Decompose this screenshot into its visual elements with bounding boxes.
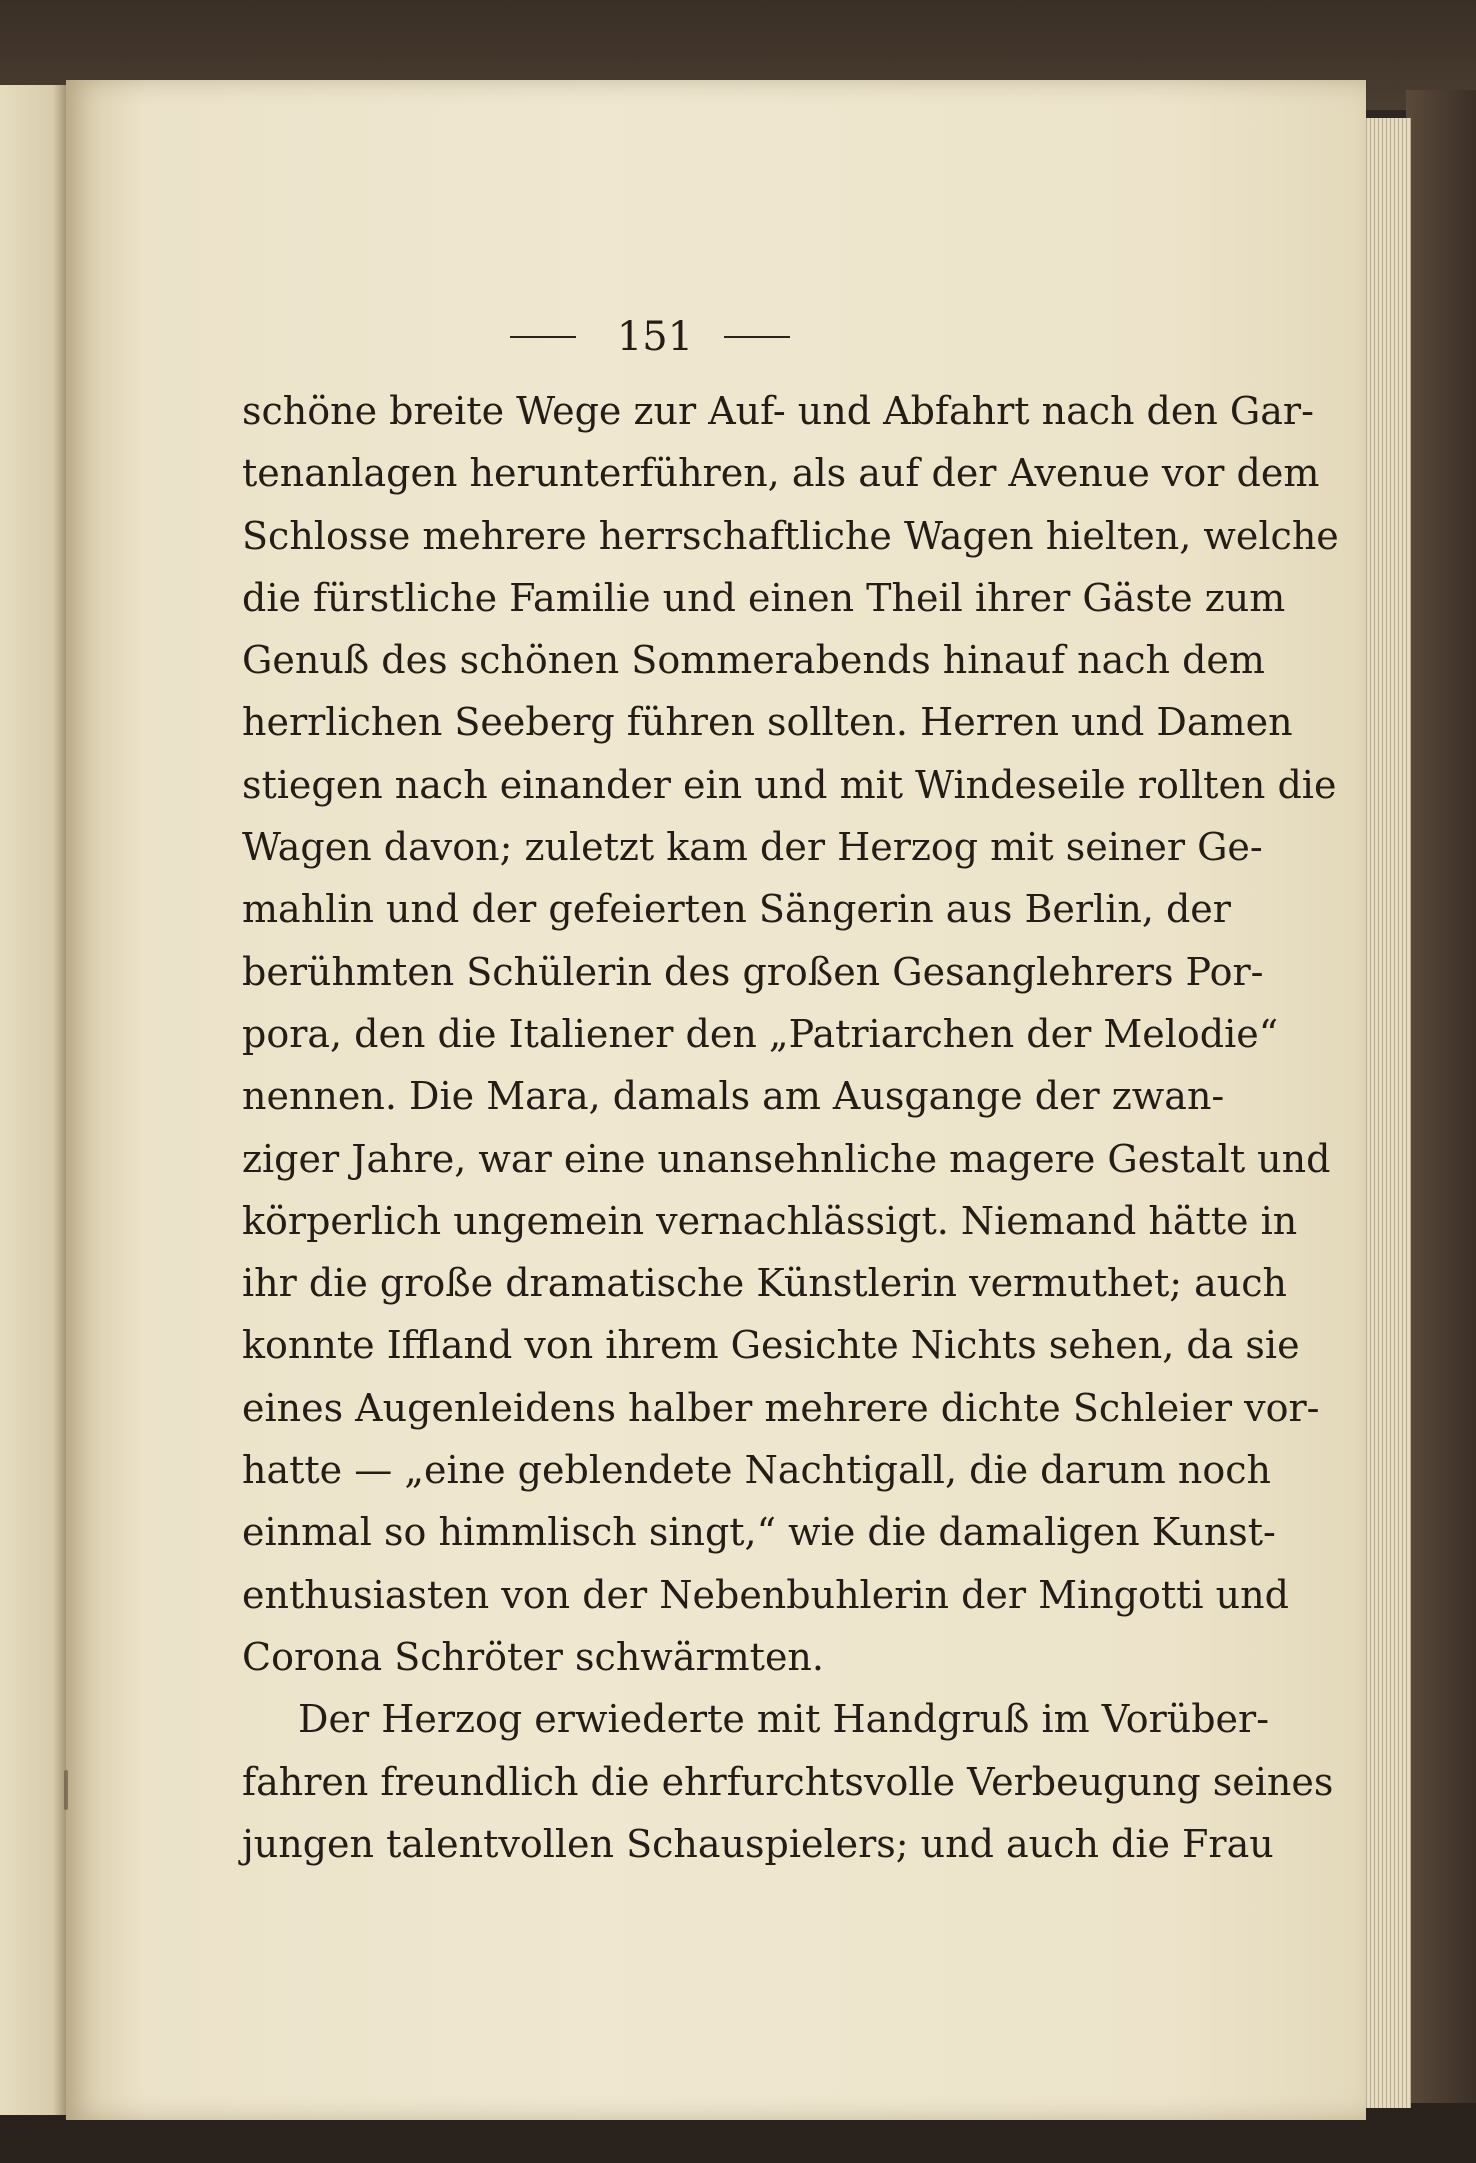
text-line: stiegen nach einander ein und mit Windeseile rollten die bbox=[242, 762, 1337, 807]
text-line: einmal so himmlisch singt,“ wie die damaligen Kunst- bbox=[242, 1510, 1276, 1555]
text-line: mahlin und der gefeierten Sängerin aus Berlin, der bbox=[242, 887, 1231, 932]
header-rule-left bbox=[510, 336, 576, 338]
text-line: hatte — „eine geblendete Nachtigall, die darum noch bbox=[242, 1448, 1272, 1493]
text-line: ihr die große dramatische Künstlerin vermuthet; auch bbox=[242, 1261, 1287, 1306]
text-line: Corona Schröter schwärmten. bbox=[242, 1634, 824, 1679]
text-line: herrlichen Seeberg führen sollten. Herren und Damen bbox=[242, 700, 1293, 745]
header-rule-right bbox=[724, 336, 790, 338]
text-line: jungen talentvollen Schauspielers; und auch die Frau bbox=[242, 1821, 1274, 1866]
text-line: nennen. Die Mara, damals am Ausgange der zwan- bbox=[242, 1074, 1225, 1119]
book-page bbox=[66, 80, 1366, 2120]
text-line: körperlich ungemein vernachlässigt. Niemand hätte in bbox=[242, 1198, 1298, 1243]
book-binding-right bbox=[1406, 90, 1476, 2163]
text-line: tenanlagen herunterführen, als auf der Avenue vor dem bbox=[242, 451, 1320, 496]
text-line: schöne breite Wege zur Auf- und Abfahrt nach den Gar- bbox=[242, 389, 1314, 433]
text-line: eines Augenleidens halber mehrere dichte Schleier vor- bbox=[242, 1385, 1320, 1430]
page-header bbox=[66, 312, 1366, 362]
facing-page-edge bbox=[0, 85, 68, 2115]
text-line: Genuß des schönen Sommerabends hinauf nach dem bbox=[242, 638, 1265, 683]
text-line: Der Herzog erwiederte mit Handgruß im Vorüber- bbox=[298, 1697, 1270, 1742]
text-line: fahren freundlich die ehrfurchtsvolle Verbeugung seines bbox=[242, 1759, 1334, 1804]
margin-mark bbox=[64, 1770, 68, 1810]
body-text bbox=[242, 380, 1339, 1875]
text-line: berühmten Schülerin des großen Gesanglehrers Por- bbox=[242, 949, 1264, 994]
text-line: konnte Iffland von ihrem Gesichte Nichts sehen, da sie bbox=[242, 1323, 1300, 1368]
text-line: Schlosse mehrere herrschaftliche Wagen hielten, welche bbox=[242, 513, 1339, 558]
stacked-page-edges bbox=[1362, 118, 1411, 2108]
text-line: ziger Jahre, war eine unansehnliche magere Gestalt und bbox=[242, 1136, 1331, 1181]
page-number: 151 bbox=[616, 314, 694, 360]
text-line: enthusiasten von der Nebenbuhlerin der Mingotti und bbox=[242, 1572, 1289, 1617]
text-line: die fürstliche Familie und einen Theil ihrer Gäste zum bbox=[242, 575, 1286, 620]
text-line: Wagen davon; zuletzt kam der Herzog mit seiner Ge- bbox=[242, 825, 1263, 870]
text-line: pora, den die Italiener den „Patriarchen der Melodie“ bbox=[242, 1011, 1279, 1056]
